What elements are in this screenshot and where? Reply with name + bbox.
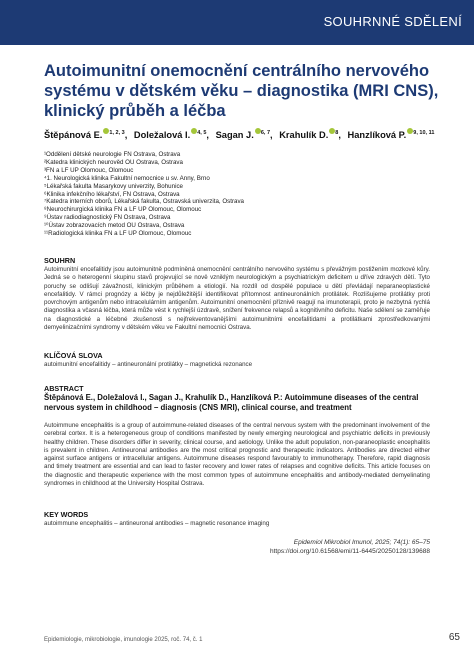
doi-link[interactable]: https://doi.org/10.61568/emi/11-6445/20250128/139688: [270, 548, 430, 555]
affiliation: ⁵Lékařská fakulta Masarykovy univerzity, Bohunice: [44, 182, 183, 190]
affiliation: ¹⁰Ústav zobrazovacích metod OU Ostrava, Ostrava: [44, 222, 185, 230]
author-name: Hanzlíková P.: [347, 130, 407, 141]
section-banner: [0, 0, 474, 45]
author[interactable]: [348, 128, 435, 140]
abstract-text: Autoimmune encephalitis is a group of autoimmune-related diseases of the central nervous system with the predominant involvement of the cerebral cortex. It is a heterogeneous group of conditions manifested by newly emerging neurological and psychiatric deficits in previously healthy children. These disorders differ in severity, clinical course, and aetiology. Unlike the adult population, non-paraneoplastic encephalitis is prevalent in children. Antineuronal antibodies are the most critical prognostic and therapeutic indicators. Antibodies are directed either against surface antigens or intracellular antigens. Autoimmune diseases respond favourably to immunotherapy. Therefore, rapid diagnosis and timely treatment are essential and can lead to faster recovery and lower rates of relapses and cognitive deficits. This article focuses on the diagnostic and therapeutic experience with the most common types of autoimmune encephalitis and antibody-mediated demyelinating syndromes in childhood at the University Hospital Ostrava.: [44, 422, 430, 488]
footer-journal: Epidemiologie, mikrobiologie, imunologie 2025, roč. 74, č. 1: [44, 637, 203, 643]
author[interactable]: Sagan J. $^{6, 7}$,: [215, 130, 273, 141]
abstract-heading: ABSTRACT: [44, 384, 84, 393]
author[interactable]: Doležalová I. $^{4, 5}$,: [133, 130, 209, 141]
souhrn-heading: SOUHRN: [44, 256, 76, 265]
affiliation: ¹Oddělení dětské neurologie FN Ostrava, Ostrava: [44, 151, 181, 158]
author-affiliation-ref: 9, 10, 11: [413, 130, 435, 136]
souhrn-text: Autoimunitní encefalitidy jsou autoimunitně podmíněná onemocnění centrálního nervového systému s převážným postižením mozkové kůry. Jedná se o heterogenní skupinu stavů projevující se nově vzniklým neurologickým a psychiatrickým deficitem u dříve zdravých dětí. Tyto poruchy se odlišují závažností, klinickým průběhem a etiologií. Na rozdíl od dospělé populace u dětí převládají neparaneoplastické encefalitidy. V rámci prognózy a léčby je nejdůležitější identifikovat přítomnost antineuronálních protilátek. Rozlišujeme protilátky proti povrchovým antigenům nebo intracelulárním antigenům. Autoimunitní onemocnění příznivě reagují na imunoterapii, proto je nezbytná rychlá diagnostika a včasná léčba, která může vést k rychlejší úzdravě, snížení frekvence relapsů a kognitivního deficitu. Naše sdělení se zaměřuje na diagnostické a léčebné zkušenosti s nejfrekventovanějšími autoimunitními encefalitidami a protilátkami zprostředkovanými demyelinizačními syndromy v dětském věku ve Fakultní nemocnici Ostrava.: [44, 266, 430, 332]
affiliation: ⁴1. Neurologická klinika Fakultní nemocnice u sv. Anny, Brno: [44, 174, 210, 182]
affiliation: ⁶Klinika infekčního lékařství, FN Ostrava, Ostrava: [44, 190, 180, 198]
author-list: [44, 128, 444, 140]
page-number: 65: [448, 632, 460, 643]
author-name: Sagan J.: [215, 130, 254, 141]
author-affiliation-ref: 8: [335, 130, 339, 136]
author-affiliation-ref: 4, 5: [197, 130, 207, 136]
keywords-heading: KLÍČOVÁ SLOVA: [44, 351, 103, 360]
affiliation: ¹¹Radiologická klinika FN a LF UP Olomouc, Olomouc: [44, 230, 192, 238]
author-affiliation-ref: 6, 7: [260, 130, 271, 136]
affiliation-list: [44, 151, 444, 238]
keywords-text: autoimunitní encefalitidy – antineuronální protilátky – magnetická rezonance: [44, 361, 253, 368]
abstract-title: Štěpánová E., Doležalová I., Sagan J., Krahulík D., Hanzlíková P.: Autoimmune diseases of the central nervous system in childhood – diagnosis (CNS MRI), clinical course, and treatment: [44, 393, 419, 412]
affiliation: ⁸Neurochirurgická klinika FN a LF UP Olomouc, Olomouc: [44, 206, 202, 214]
author-name: Štěpánová E.: [44, 130, 103, 141]
author-name: Krahulík D.: [279, 130, 329, 141]
author[interactable]: Krahulík D. $^8$,: [279, 130, 341, 141]
article-title: Autoimunitní onemocnění centrálního nervového systému v dětském věku – diagnostika (MRI CNS), klinický průběh a léčba: [44, 62, 439, 120]
citation-journal: Epidemiol Mikrobiol Imunol, 2025; 74(1): 65–75: [293, 539, 430, 546]
author-affiliation-ref: 1, 2, 3: [109, 130, 125, 136]
affiliation: ³FN a LF UP Olomouc, Olomouc: [44, 166, 134, 174]
author[interactable]: Štěpánová E. $^{1, 2, 3}$,: [44, 130, 128, 141]
affiliation: ²Katedra klinických neurověd OU Ostrava, Ostrava: [44, 158, 183, 166]
en-keywords-heading: KEY WORDS: [44, 510, 89, 519]
affiliation: ⁷Katedra interních oborů, Lékařská fakulta, Ostravská univerzita, Ostrava: [44, 198, 244, 206]
affiliation: ⁹Ústav radiodiagnostický FN Ostrava, Ostrava: [44, 214, 171, 222]
citation-block: [270, 538, 430, 556]
en-keywords-text: autoimmune encephalitis – antineuronal antibodies – magnetic resonance imaging: [44, 520, 270, 527]
section-label: SOUHRNNÉ SDĚLENÍ: [323, 14, 462, 29]
author-name: Doležalová I.: [133, 130, 191, 141]
